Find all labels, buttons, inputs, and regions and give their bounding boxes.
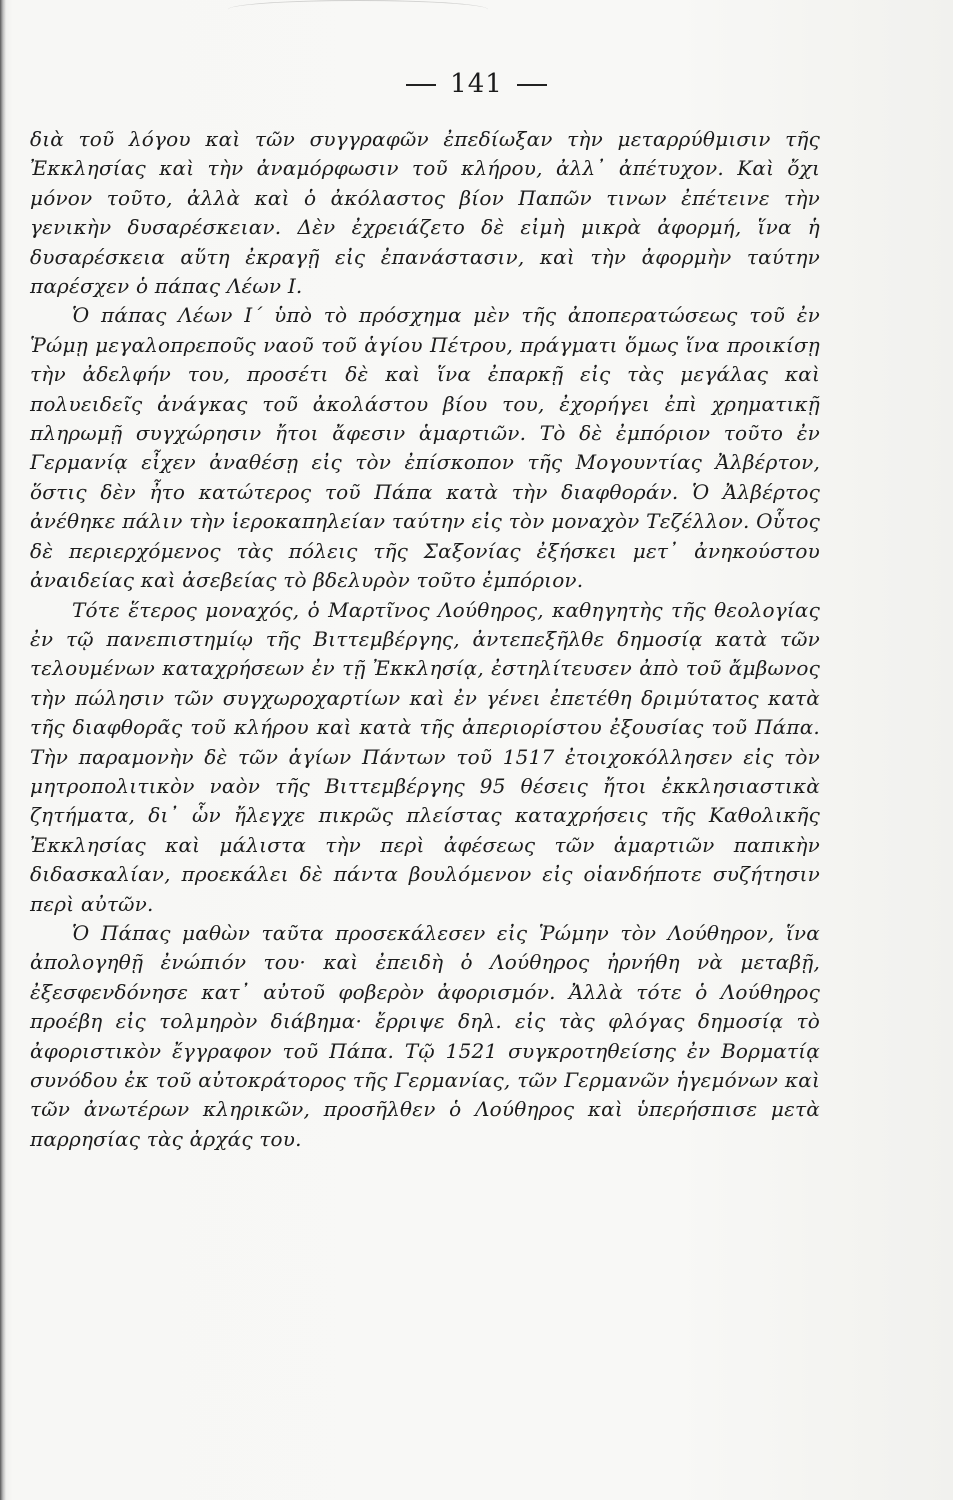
paragraph-2: Ὁ πάπας Λέων Ι΄ ὑπὸ τὸ πρόσχημα μὲν τῆς ἀποπερατώσεως τοῦ ἐν Ῥώμῃ μεγαλοπρεποῦς ναοῦ τοῦ ἁγίου Πέτρου, πράγματι ὅμως ἵνα προικίσῃ τὴν ἀδελφήν του, προσέτι δὲ καὶ ἵνα ἐπαρκῇ εἰς τὰς μεγάλας καὶ πολυειδεῖς ἀνάγκας τοῦ ἀκολάστου βίου του, ἐχορήγει ἐπὶ χρηματικῇ πληρωμῇ συγχώρησιν ἤτοι ἄφεσιν ἁμαρτιῶν. Τὸ δὲ ἐμπόριον τοῦτο ἐν Γερμανίᾳ εἶχεν ἀναθέσῃ εἰς τὸν ἐπίσκοπον τῆς Μογουντίας Ἀλβέρτον, ὅστις δὲν ἦτο κατώτερος τοῦ Πάπα κατὰ τὴν διαφθοράν. Ὁ Ἀλβέρτος ἀνέθηκε πάλιν τὴν ἱεροκαπηλείαν ταύτην εἰς τὸν μοναχὸν Τεζέλλον. Οὗτος δὲ περιερχόμενος τὰς πόλεις τῆς Σαξονίας ἐξήσκει μετ᾽ ἀνηκούστου ἀναιδείας καὶ ἀσεβείας τὸ βδελυρὸν τοῦτο ἐμπόριον.	[30, 303, 820, 593]
page-header	[0, 64, 953, 104]
paragraph-4: Ὁ Πάπας μαθὼν ταῦτα προσεκάλεσεν εἰς Ῥώμην τὸν Λούθηρον, ἵνα ἀπολογηθῇ ἐνώπιόν του· καὶ ἐπειδὴ ὁ Λούθηρος ἠρνήθη νὰ μεταβῇ, ἐξεσφενδόνησε κατ᾽ αὐτοῦ φοβερὸν ἀφορισμόν. Ἀλλὰ τότε ὁ Λούθηρος προέβη εἰς τολμηρὸν διάβημα· ἔρριψε δηλ. εἰς τὰς φλόγας δημοσίᾳ τὸ ἀφοριστικὸν ἔγγραφον τοῦ Πάπα. Τῷ 1521 συγκροτηθείσης ἐν Βορματίᾳ συνόδου ἐκ τοῦ αὐτοκράτορος τῆς Γερμανίας, τῶν Γερμανῶν ἡγεμόνων καὶ τῶν ἀνωτέρων κληρικῶν, προσῆλθεν ὁ Λούθηρος καὶ ὑπερήσπισε μετὰ παρρησίας τὰς ἀρχάς του.	[30, 920, 820, 1151]
body-text	[30, 125, 820, 1154]
page-number: 141	[450, 69, 503, 99]
page-binding-edge	[0, 0, 6, 1500]
paragraph-3: Τότε ἕτερος μοναχός, ὁ Μαρτῖνος Λούθηρος, καθηγητὴς τῆς θεολογίας ἐν τῷ πανεπιστημίῳ τῆς Βιττεμβέργης, ἀντεπεξῆλθε δημοσίᾳ κατὰ τῶν τελουμένων καταχρήσεων ἐν τῇ Ἐκκλησίᾳ, ἐστηλίτευσεν ἀπὸ τοῦ ἄμβωνος τὴν πώλησιν τῶν συγχωροχαρτίων καὶ ἐν γένει ἐπετέθη δριμύτατος κατὰ τῆς διαφθορᾶς τοῦ κλήρου καὶ κατὰ τῆς ἀπεριορίστου ἐξουσίας τοῦ Πάπα. Τὴν παραμονὴν δὲ τῶν ἁγίων Πάντων τοῦ 1517 ἐτοιχοκόλλησεν εἰς τὸν μητροπολιτικὸν ναὸν τῆς Βιττεμβέργης 95 θέσεις ἤτοι ἐκκλησιαστικὰ ζητήματα, δι᾽ ὧν ἤλεγχε πικρῶς πλείστας καταχρήσεις τῆς Καθολικῆς Ἐκκλησίας καὶ μάλιστα τὴν περὶ ἀφέσεως τῶν ἁμαρτιῶν παπικὴν διδασκαλίαν, προεκάλει δὲ πάντα βουλόμενον εἰς οἱανδήποτε συζήτησιν περὶ αὐτῶν.	[30, 597, 820, 916]
scan-artifact	[228, 0, 488, 19]
paragraph-1: διὰ τοῦ λόγου καὶ τῶν συγγραφῶν ἐπεδίωξαν τὴν μεταρρύθμισιν τῆς Ἐκκλησίας καὶ τὴν ἀναμόρφωσιν τοῦ κλήρου, ἀλλ᾽ ἀπέτυχον. Καὶ ὄχι μόνον τοῦτο, ἀλλὰ καὶ ὁ ἀκόλαστος βίον Παπῶν τινων ἐπέτεινε τὴν γενικὴν δυσαρέσκειαν. Δὲν ἐχρειάζετο δὲ εἰμὴ μικρὰ ἀφορμή, ἵνα ἡ δυσαρέσκεια αὕτη ἐκραγῇ εἰς ἐπανάστασιν, καὶ τὴν ἀφορμὴν ταύτην παρέσχεν ὁ πάπας Λέων Ι.	[30, 127, 820, 299]
header-dash-left	[406, 84, 436, 86]
header-dash-right	[517, 84, 547, 86]
